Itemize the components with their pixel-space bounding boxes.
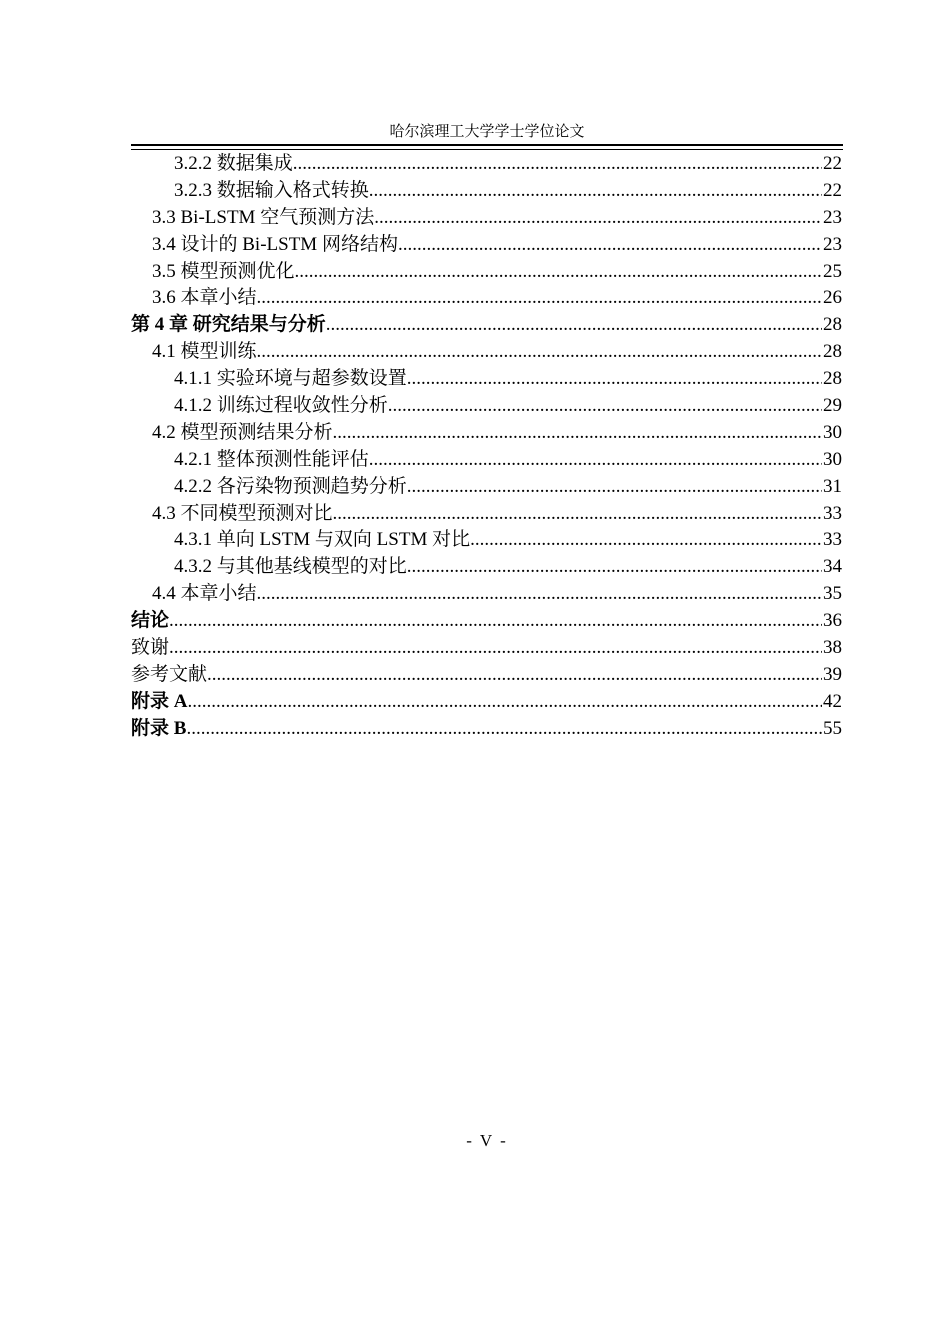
toc-entry-title: 附录 B	[131, 717, 187, 739]
toc-entry-page: 28	[823, 314, 842, 336]
toc-entry-title: 3.2.3 数据输入格式转换	[174, 179, 369, 201]
toc-entry-title: 4.3.1 单向 LSTM 与双向 LSTM 对比	[174, 529, 471, 551]
toc-entry-title: 4.3.2 与其他基线模型的对比	[174, 556, 407, 578]
toc-entry-page: 36	[823, 610, 842, 632]
toc-entry[interactable]	[131, 716, 842, 743]
toc-dot-leader	[374, 205, 822, 232]
toc-entry-title: 4.1.1 实验环境与超参数设置	[174, 368, 407, 390]
toc-entry[interactable]	[131, 554, 842, 581]
toc-entry-title: 4.2.2 各污染物预测趋势分析	[174, 475, 407, 497]
toc-dot-leader	[169, 608, 822, 635]
toc-entry[interactable]	[131, 689, 842, 716]
toc-entry-page: 23	[823, 206, 842, 228]
toc-entry[interactable]	[131, 501, 842, 528]
toc-entry-page: 28	[823, 368, 842, 390]
toc-entry[interactable]	[131, 581, 842, 608]
header-rule-thin	[131, 149, 843, 150]
toc-entry[interactable]	[131, 474, 842, 501]
toc-entry-page: 35	[823, 583, 842, 605]
toc-dot-leader	[333, 501, 822, 528]
toc-entry-title: 4.1 模型训练	[152, 341, 257, 363]
toc-entry-title: 3.4 设计的 Bi-LSTM 网络结构	[152, 233, 398, 255]
toc-entry[interactable]	[131, 232, 842, 259]
toc-entry-page: 38	[823, 637, 842, 659]
toc-entry-title: 3.2.2 数据集成	[174, 153, 293, 174]
toc-entry-page: 26	[823, 287, 842, 309]
toc-entry[interactable]	[131, 151, 842, 178]
toc-dot-leader	[295, 259, 822, 286]
toc-entry[interactable]	[131, 205, 842, 232]
toc-dot-leader	[407, 554, 822, 581]
toc-entry-page: 31	[823, 475, 842, 497]
toc-entry[interactable]	[131, 366, 842, 393]
toc-entry-title: 4.2.1 整体预测性能评估	[174, 448, 369, 470]
toc-dot-leader	[293, 151, 822, 178]
toc-entry-title: 4.4 本章小结	[152, 583, 257, 605]
toc-dot-leader	[407, 366, 822, 393]
toc-entry[interactable]	[131, 635, 842, 662]
toc-dot-leader	[257, 285, 822, 312]
toc-entry-page: 42	[823, 690, 842, 712]
toc-entry-title: 4.2 模型预测结果分析	[152, 421, 333, 443]
toc-entry[interactable]	[131, 420, 842, 447]
toc-dot-leader	[187, 689, 822, 716]
toc-entry-page: 30	[823, 448, 842, 470]
toc-entry-page: 30	[823, 421, 842, 443]
toc-entry[interactable]	[131, 312, 842, 339]
toc-dot-leader	[257, 339, 822, 366]
toc-dot-leader	[369, 447, 822, 474]
header-rule-thick	[131, 144, 843, 146]
toc-entry-title: 结论	[131, 610, 170, 632]
toc-entry-title: 致谢	[131, 637, 170, 659]
toc-entry-title: 第 4 章 研究结果与分析	[131, 314, 326, 336]
toc-dot-leader	[333, 420, 822, 447]
toc-entry-page: 22	[823, 179, 842, 201]
toc-entry-title: 参考文献	[131, 663, 208, 685]
toc-entry-title: 3.3 Bi-LSTM 空气预测方法	[152, 206, 375, 228]
toc-dot-leader	[398, 232, 822, 259]
toc-dot-leader	[470, 527, 822, 554]
toc-entry[interactable]	[131, 447, 842, 474]
toc-entry[interactable]	[131, 662, 842, 689]
toc-entry-title: 4.3 不同模型预测对比	[152, 502, 333, 524]
toc-entry-page: 33	[823, 529, 842, 551]
toc-entry-page: 29	[823, 395, 842, 417]
page-header-title: 哈尔滨理工大学学士学位论文	[389, 124, 585, 140]
toc-entry-page: 39	[823, 663, 842, 685]
toc-entry[interactable]	[131, 339, 842, 366]
toc-entry[interactable]	[131, 285, 842, 312]
toc-entry[interactable]	[131, 527, 842, 554]
toc-entry-title: 3.6 本章小结	[152, 287, 257, 309]
toc-dot-leader	[257, 581, 822, 608]
toc-dot-leader	[388, 393, 822, 420]
table-of-contents	[131, 151, 842, 743]
toc-entry-title: 4.1.2 训练过程收敛性分析	[174, 395, 388, 417]
toc-dot-leader	[369, 178, 822, 205]
toc-entry[interactable]	[131, 393, 842, 420]
toc-dot-leader	[186, 716, 822, 743]
toc-entry[interactable]	[131, 178, 842, 205]
toc-entry-page: 34	[823, 556, 842, 578]
toc-entry-page: 55	[823, 717, 842, 739]
toc-entry[interactable]	[131, 608, 842, 635]
toc-entry-title: 附录 A	[131, 690, 188, 712]
toc-entry-page: 23	[823, 233, 842, 255]
toc-entry-page: 33	[823, 502, 842, 524]
toc-dot-leader	[326, 312, 822, 339]
toc-entry-title: 3.5 模型预测优化	[152, 260, 295, 282]
toc-entry-page: 28	[823, 341, 842, 363]
toc-dot-leader	[407, 474, 822, 501]
toc-entry-page: 25	[823, 260, 842, 282]
toc-entry[interactable]	[131, 259, 842, 286]
toc-dot-leader	[169, 635, 822, 662]
toc-entry-page: 22	[823, 153, 842, 174]
toc-dot-leader	[207, 662, 822, 689]
page-number: - V -	[466, 1131, 508, 1150]
